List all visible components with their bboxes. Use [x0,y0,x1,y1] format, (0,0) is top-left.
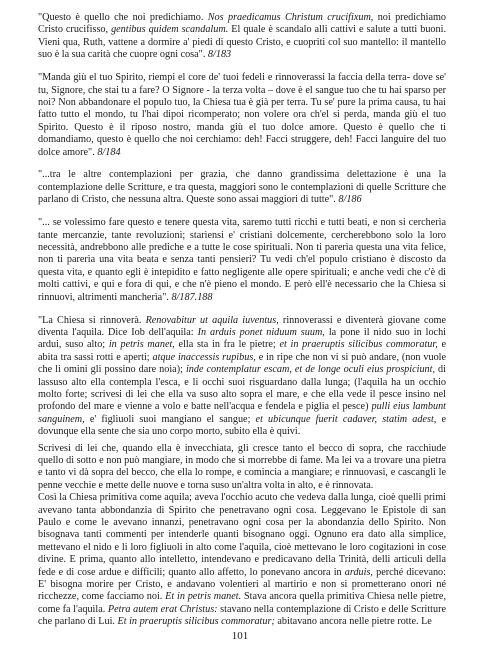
text-segment: rinnoverassi e diventerà giovane come diventa l'aquila. Dice Iob dell'aquila: [38,314,446,338]
italic-text-segment: atque inaccessis rupibus, [152,351,256,363]
text-segment: "... se volessimo fare questo e tenere questa vita, saremo tutti ricchi e tutti beati, e non si cercherìa tante mercanzie, tante revoluzioni; starìensi e' cristiani dolcemente, cercherebbono solo la loro necessità, andrebbono alle prediche e a tutte le cose spirituali. Non ti parerìa questa una vita felice, non ti parerìa una vita beata e senza tanti pensieri? Tu vedi ch'el populo cristiano è discosto da questa vita, e quanto egli è intepidito e fatto negligente alle opere spirituali; e anche vedi che c'è di molti cattivi, e qui e fora di qui, e che n'è pieno el mondo. E però ell'è necessario che la Chiesa si rinnuovi, altrimenti mancherìa". [38,217,446,303]
italic-text-segment: Et in praeruptis silicibus commoratur; [117,616,275,628]
text-segment: El quale è scandalo alli cattivi e salute a tutti buoni. Vieni qua, Ruth, vattene a dormire a' piedi di questo Cristo, e cuopriti col suo mantello: il mantello suo è la sua carità che cuopre ogni cosa". [38,24,446,61]
italic-text-segment: 8/184 [97,146,121,158]
italic-text-segment: Nos praedicamus Christum crucifixum, [207,12,374,23]
text-segment: noi predichiamo Cristo crucifisso, [38,12,447,36]
text-segment: perché dicevano: E' bisogna morire per Cristo, e andavano volentieri al martirio e non si prometterano onori né ricchezze, come facciamo noi. [38,566,446,603]
italic-text-segment: pulli eius lambunt sanguinem, [38,401,446,425]
paragraph-1 [38,12,446,62]
italic-text-segment: et ubicunque fuerit cadaver, statim adest, [255,413,437,425]
text-segment: Stava ancora quella primitiva Chiesa nelle pietre, come fa l'aquila. [38,591,446,615]
italic-text-segment: gentibus quidem scandalum. [111,24,229,36]
page-number: 101 [231,630,249,642]
italic-text-segment: arduis, [344,566,373,578]
text-segment: stavano nella contemplazione di Cristo e delle Scritture che parlano di Lui. [38,603,446,628]
text-segment: Scrivesi di lei che, quando ella è invecchiata, gli cresce tanto el becco di sopra, che racchiude quello di sotto e non può mangiare, in modo che si morrebbe di fame. Ma lei va a trovare una pietra e tanto vi dà sopra del becco, che ella lo rompe, e comincia a mangiare; e rinnuovasi, e cascangli le penne vecchie e mette delle nuove e torna suso un'altra volta in alto, e è rinnovata. [38,442,446,491]
text-segment: e dovunque ella sente che sia uno corpo morto, subito ella è quivi. [38,413,446,438]
italic-text-segment: et in praeruptis silicibus commoratur, [279,339,438,351]
text-segment: e in ripe che non vi si può andare, (non vuole che li omini gli possino dare noia); [38,351,447,376]
text-segment: e' figliuoli suoi mangiano el sangue; [84,413,256,425]
paragraph-3 [38,169,446,206]
text-segment: di lassuso alto ella contempla l'esca, e li occhi suoi risguardano dalla lunga; (l'aquila ha un occhio molto forte; scrivesi di lei che ella va suso alto sopra el mare, e che ella vede il pesce insino nel profondo del mare e vienne a volo e batte nell'acqua e fendela e piglia el pesce) [38,364,446,413]
text-segment: "...tra le altre contemplazioni per grazia, che danno grandissima delettazione è una la contemplazione delle Scritture, e tra questa, maggiori sono le contemplazioni di quelle Scritture che parlano di Cristo, che nessuna altra. Queste sono assai maggiori di tutte". [38,169,446,206]
paragraph-6 [38,443,446,493]
italic-text-segment: Renovabitur ut aquila iuventus, [145,314,279,326]
italic-text-segment: In arduis ponet niduum suum, [197,326,325,338]
paragraph-4 [38,217,446,304]
text-segment: ella sta in fra le pietre; [174,339,280,351]
italic-text-segment: Petra autem erat Christus: [107,603,218,615]
text-segment: abitavano ancora nelle pietre rotte. Le [274,616,432,628]
text-segment: Così la Chiesa primitiva come aquila; aveva l'occhio acuto che vedeva dalla lunga, cioè quelli primi avevano tanta abbondanzia di Spirito che penetravano ogni cosa. Leggevano le Epistole di san Paulo e come le avevano innanzi, penetravano ogni cosa per la abondanzia dello Spirito. Non bisognava tanti commenti per intenderle quanti bisognano oggi. Ognuno era dato alla simplice, mettevano el nido e li loro figliuoli in alto come l'aquila, cioè mettevano le loro cogitazioni in cose divine. E prima, quanto allo intelletto, intendevano e predicavano della Trinità, delli articuli della fede e di cose ardue e difficili; quanto allo affetto, lo ponevano ancora in [38,492,446,578]
italic-text-segment: 8/187.188 [171,291,213,303]
italic-text-segment: 8/186 [338,194,362,206]
paragraph-7 [38,492,446,628]
italic-text-segment: inde contemplatur escam, et de longe oculi eius prospiciunt, [185,364,436,376]
text-segment: "Manda giù el tuo Spirito, riempi el core de' tuoi fedeli e rinnoverassi la faccia della terra- dove se' tu, Signore, che stai tu a fare? O Signore - la terza volta – dove è el sangue tuo che tu hai sparso per noi? Non abbandonare el populo tuo, la Chiesa tua è già per terra. Tu se' pure la prima causa, tu hai fatto tutto el mondo, tu l'hai dipoi ricomperato; non volere ora ch'el si perda, manda giù el tuo Spirito. Questo è il riposo nostro, manda giù el tuo dolce amore. Questo è quello che ti domandiamo, questo è quello che noi cerchiamo: deh! Facci struggere, deh! Facci languire del tuo dolce amore". [38,72,446,158]
text-segment: "Questo è quello che noi predichiamo. [38,12,208,23]
italic-text-segment: in petris manet, [108,339,175,351]
paragraph-5 [38,315,446,439]
text-segment: "La Chiesa si rinnoverà. [38,314,146,326]
italic-text-segment: 8/183 [207,49,232,61]
italic-text-segment: Et in petris manet. [165,591,242,603]
text-segment: la pone il nido suo in lochi ardui, suso alto; [38,326,447,351]
paragraph-2 [38,72,446,159]
text-segment: e abita tra sassi rotti e aperti; [38,339,447,363]
